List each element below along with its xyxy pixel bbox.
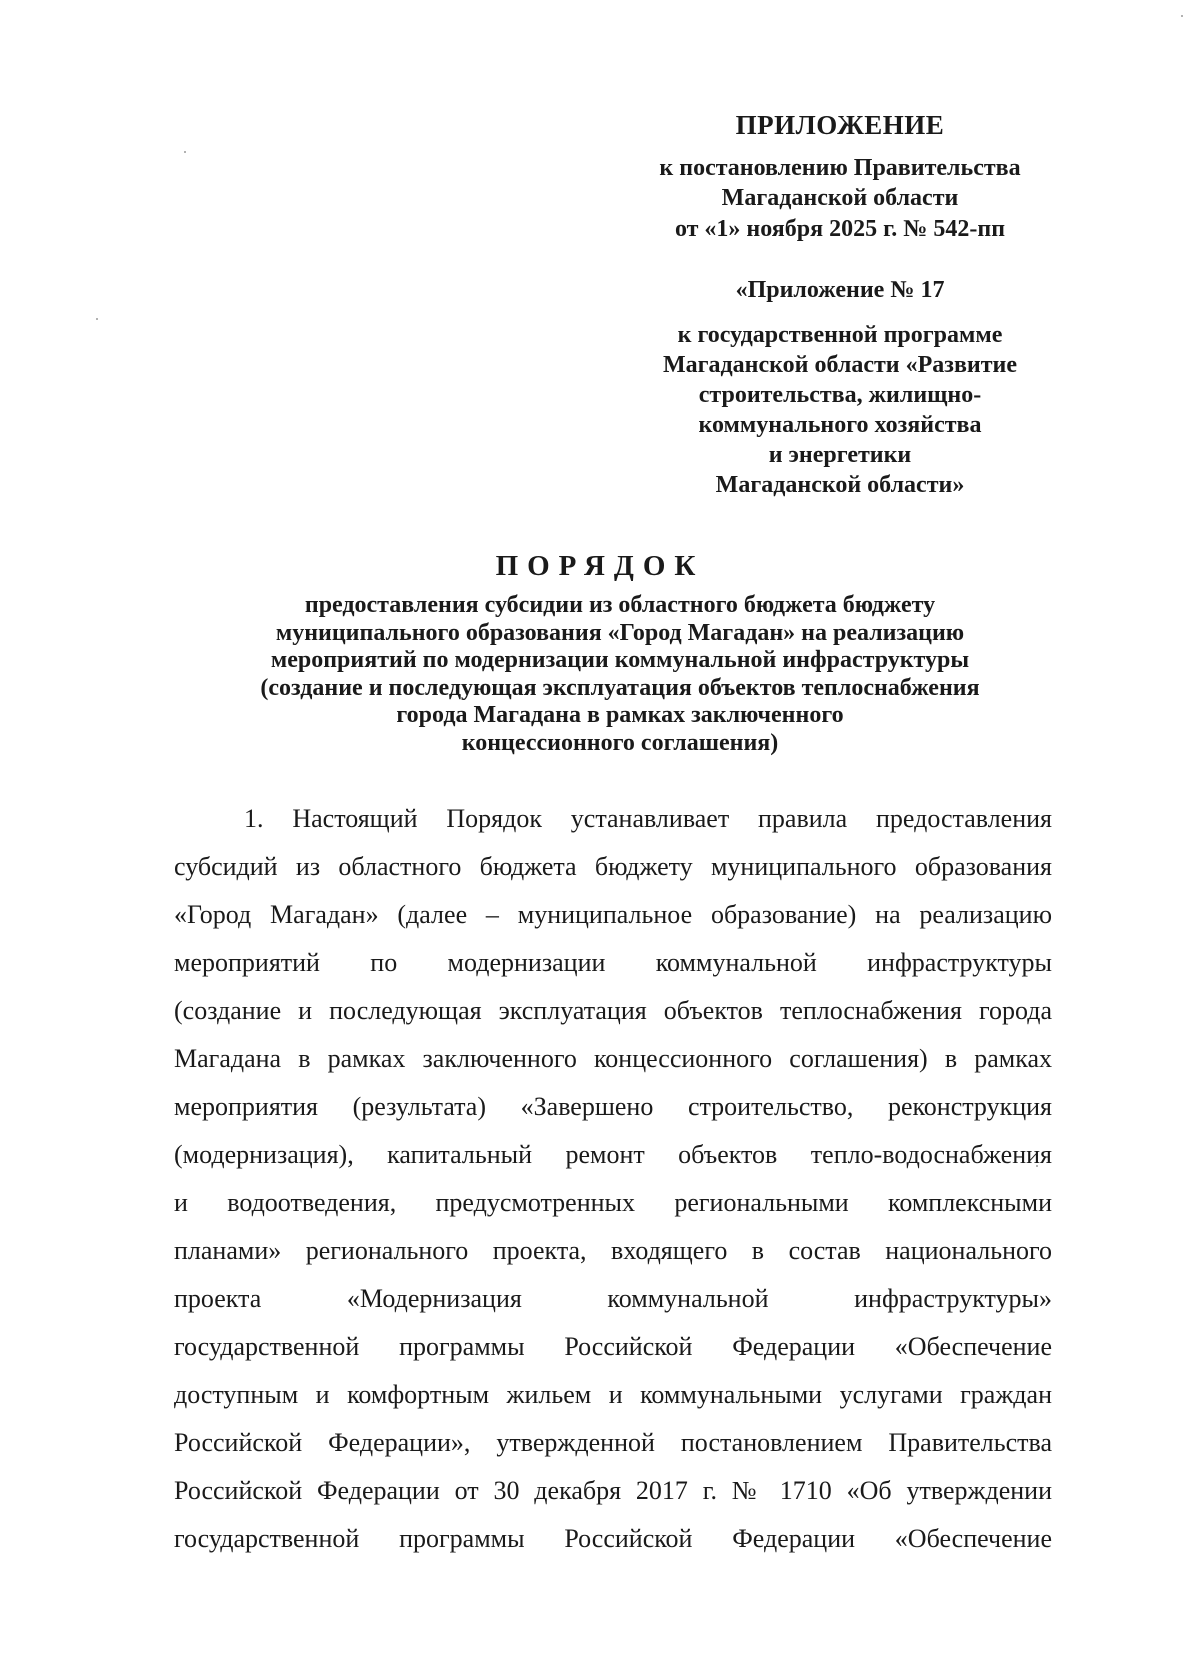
paragraph-line: субсидий из областного бюджета бюджету муниципального образования	[174, 852, 1052, 881]
paragraph-line: мероприятия (результата) «Завершено строительство, реконструкция	[174, 1092, 1052, 1121]
paragraph-line: и водоотведения, предусмотренных региональными комплексными	[174, 1188, 1052, 1217]
document-subtitle	[190, 592, 1050, 757]
paragraph-line: Российской Федерации», утвержденной постановлением Правительства	[174, 1428, 1052, 1457]
paragraph-1	[174, 795, 1052, 1563]
paragraph-line: (модернизация), капитальный ремонт объектов тепло-водоснабжения	[174, 1140, 1052, 1169]
program-line: Магаданской области»	[715, 472, 965, 498]
paragraph-line: доступным и комфортным жильем и коммунальными услугами граждан	[174, 1380, 1052, 1409]
scan-speck	[184, 151, 186, 153]
paragraph-line: планами» регионального проекта, входящего в состав национального	[174, 1236, 1052, 1265]
subtitle-line: города Магадана в рамках заключенного	[396, 702, 844, 728]
subtitle-line: муниципального образования «Город Магадан» на реализацию	[275, 619, 965, 646]
program-appendix-number	[600, 275, 1080, 305]
paragraph-line: государственной программы Российской Федерации «Обеспечение	[174, 1332, 1052, 1361]
paragraph-line: проекта «Модернизация коммунальной инфраструктуры»	[174, 1284, 1052, 1313]
subtitle-line: концессионного соглашения)	[461, 729, 779, 756]
paragraph-line: Российской Федерации от 30 декабря 2017 г. № 1710 «Об утверждении	[174, 1476, 1052, 1505]
paragraph-line: государственной программы Российской Федерации «Обеспечение	[174, 1524, 1052, 1553]
program-line: Магаданской области «Развитие	[662, 352, 1017, 378]
appendix-heading-text: ПРИЛОЖЕНИЕ	[735, 110, 945, 140]
program-appendix-text: «Приложение № 17	[735, 277, 945, 303]
document-title: ПОРЯДОК	[495, 550, 705, 582]
scan-speck	[1181, 15, 1183, 17]
paragraph-line: Магадана в рамках заключенного концессионного соглашения) в рамках	[174, 1044, 1052, 1073]
resolution-line: Магаданской области	[721, 185, 959, 211]
resolution-line: к постановлению Правительства	[659, 155, 1021, 181]
program-line: строительства, жилищно-	[698, 382, 982, 408]
scan-speck	[96, 318, 98, 320]
resolution-date	[600, 214, 1080, 244]
subtitle-line: предоставления субсидии из областного бюджета бюджету	[304, 592, 936, 618]
program-line: к государственной программе	[677, 322, 1003, 348]
subtitle-line: (создание и последующая эксплуатация объектов теплоснабжения	[260, 674, 980, 701]
resolution-reference	[600, 153, 1080, 213]
program-line: коммунального хозяйства	[698, 412, 982, 438]
paragraph-line: 1. Настоящий Порядок устанавливает правила предоставления	[244, 804, 1052, 833]
resolution-date-text: от «1» ноября 2025 г. № 542-пп	[674, 216, 1006, 242]
paragraph-line: «Город Магадан» (далее – муниципальное образование) на реализацию	[174, 900, 1052, 929]
subtitle-line: мероприятий по модернизации коммунальной инфраструктуры	[270, 647, 970, 673]
appendix-heading	[600, 110, 1080, 140]
program-line: и энергетики	[768, 442, 912, 468]
program-reference	[600, 320, 1080, 500]
paragraph-line: мероприятий по модернизации коммунальной инфраструктуры	[174, 948, 1052, 977]
paragraph-line: (создание и последующая эксплуатация объектов теплоснабжения города	[174, 996, 1052, 1025]
